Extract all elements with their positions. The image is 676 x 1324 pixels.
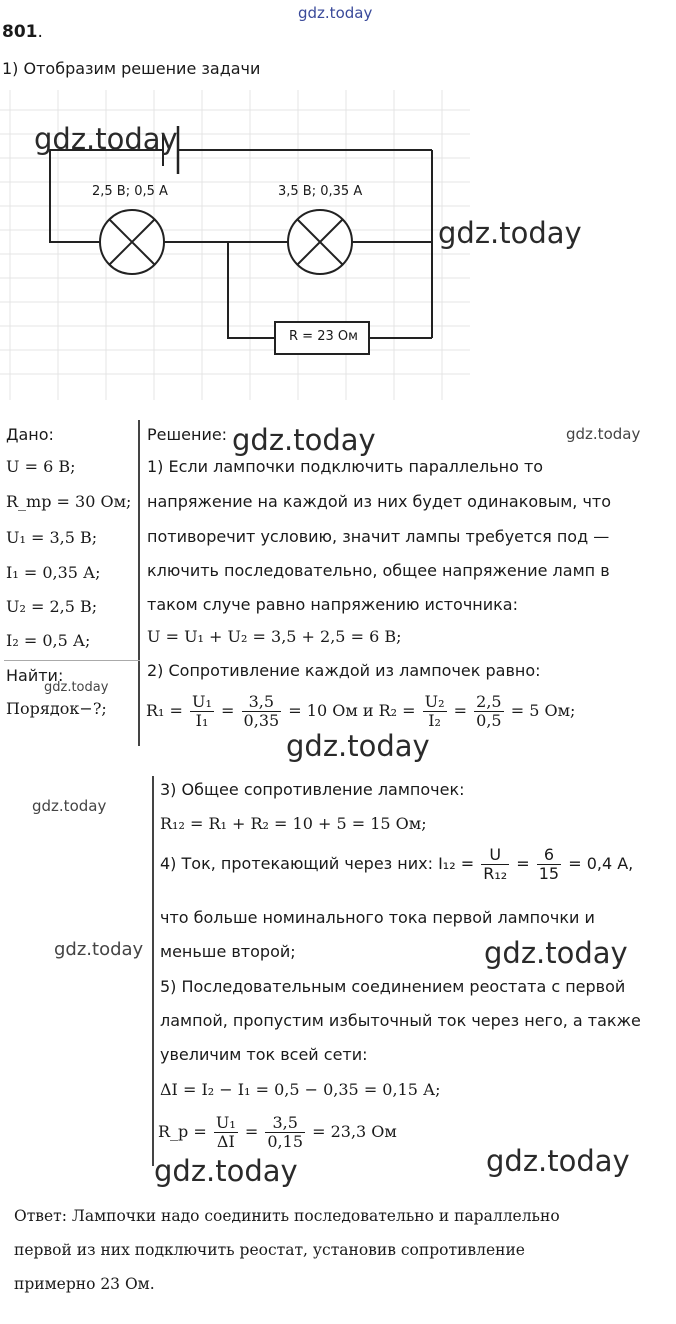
fraction (242, 693, 282, 730)
solution-divider (152, 776, 154, 1166)
i12-den: R₁₂ (483, 864, 508, 883)
watermark: gdz.today (54, 939, 144, 960)
i12-num2: 6 (537, 846, 561, 865)
answer-line3: примерно 23 Ом. (14, 1275, 155, 1293)
r2-lhs: R₂ = (378, 701, 416, 720)
given-line: U₂ = 2,5 В; (6, 597, 98, 616)
r2-eq: = (453, 701, 468, 720)
watermark: gdz.today (34, 122, 178, 156)
fraction (474, 693, 503, 730)
r1-num: U₁ (192, 692, 212, 711)
resistor-label: R = 23 Ом (289, 329, 358, 344)
step4-line3: меньше второй; (160, 942, 296, 961)
step4-line2: что больше номинального тока первой лампочки и (160, 908, 595, 927)
watermark: gdz.today (154, 1154, 298, 1188)
i12-den2: 15 (538, 864, 560, 883)
answer-line1: Ответ: Лампочки надо соединить последовательно и параллельно (14, 1207, 560, 1225)
rp-num2: 3,5 (265, 1114, 305, 1133)
solution-line: потиворечит условию, значит лампы требуется под — (147, 527, 610, 546)
rp-rhs: = 23,3 Ом (312, 1122, 397, 1141)
watermark: gdz.today (486, 1144, 630, 1178)
given-find-separator (4, 660, 140, 661)
r2-den2: 0,5 (476, 711, 502, 730)
solution-line: 2) Сопротивление каждой из лампочек равно: (147, 661, 541, 680)
formula-i12 (160, 846, 633, 883)
solution-line: напряжение на каждой из них будет одинаковым, что (147, 492, 612, 511)
fraction (481, 846, 509, 883)
r2-num2: 2,5 (476, 692, 502, 711)
watermark: gdz.today (44, 680, 109, 695)
find-title: Найти: (6, 666, 64, 685)
formula-delta-i: ΔI = I₂ − I₁ = 0,5 − 0,35 = 0,15 А; (160, 1080, 441, 1099)
fraction (214, 1114, 238, 1151)
rp-den2: 0,15 (267, 1132, 303, 1151)
solution-line: 1) Если лампочки подключить параллельно то (147, 457, 544, 476)
rp-num: U₁ (215, 1113, 236, 1132)
watermark: gdz.today (32, 797, 107, 815)
given-line: R_mp = 30 Ом; (6, 492, 132, 511)
fraction (537, 846, 561, 883)
r2-den: I₂ (428, 711, 441, 730)
given-title: Дано: (6, 425, 54, 444)
lamp2-label: 3,5 В; 0,35 А (278, 184, 363, 199)
i12-num: U (481, 846, 509, 865)
i12-eq: = (516, 854, 530, 873)
problem-number (2, 22, 43, 42)
given-line: U₁ = 3,5 В; (6, 528, 98, 547)
step5-line1: 5) Последовательным соединением реостата с первой (160, 977, 626, 996)
given-line: U = 6 В; (6, 457, 76, 476)
i12-rhs: = 0,4 А, (568, 854, 634, 873)
formula-rp (158, 1114, 397, 1151)
step5-line2: лампой, пропустим избыточный ток через него, а также (160, 1011, 641, 1030)
solution-line: ключить последовательно, общее напряжение ламп в (147, 561, 610, 580)
step3-text: 3) Общее сопротивление лампочек: (160, 780, 465, 799)
find-value: Порядок−?; (6, 699, 107, 718)
fraction (423, 693, 447, 730)
r1-eq: = (221, 701, 235, 720)
watermark: gdz.today (438, 216, 582, 250)
fraction (265, 1114, 305, 1151)
watermark: gdz.today (484, 936, 628, 970)
watermark: gdz.today (298, 4, 373, 22)
given-line: I₁ = 0,35 А; (6, 563, 101, 582)
r1-lhs: R₁ = (146, 701, 183, 720)
step4-prefix: 4) Ток, протекающий через них: I₁₂ = (160, 854, 475, 873)
r1-rhs: = 10 Ом и (288, 701, 374, 720)
given-line: I₂ = 0,5 А; (6, 631, 91, 650)
lamp2-symbol (288, 210, 352, 274)
rp-lhs: R_p = (158, 1122, 207, 1141)
lamp1-symbol (100, 210, 164, 274)
formula-r1-r2 (146, 693, 575, 730)
watermark: gdz.today (566, 425, 641, 443)
formula-r12: R₁₂ = R₁ + R₂ = 10 + 5 = 15 Ом; (160, 814, 427, 833)
lamp1-label: 2,5 В; 0,5 А (92, 184, 168, 199)
step-title: 1) Отобразим решение задачи (2, 59, 261, 78)
problem-number-dot: . (37, 22, 43, 42)
problem-number-value: 801 (2, 22, 38, 42)
step5-line3: увеличим ток всей сети: (160, 1045, 368, 1064)
r1-den: I₁ (195, 711, 209, 730)
rp-den: ΔI (216, 1132, 235, 1151)
rp-eq: = (244, 1122, 259, 1141)
r2-num: U₂ (424, 692, 445, 711)
answer-line2: первой из них подключить реостат, установив сопротивление (14, 1241, 525, 1259)
watermark: gdz.today (286, 729, 430, 763)
solution-title: Решение: (147, 425, 228, 444)
fraction (190, 693, 214, 730)
r2-rhs: = 5 Ом; (510, 701, 576, 720)
r1-num2: 3,5 (242, 693, 282, 712)
r1-den2: 0,35 (243, 711, 280, 730)
given-divider (138, 420, 140, 746)
solution-line: таком случе равно напряжению источника: (147, 595, 518, 614)
watermark: gdz.today (232, 423, 376, 457)
formula-voltage-sum: U = U₁ + U₂ = 3,5 + 2,5 = 6 В; (147, 627, 402, 646)
